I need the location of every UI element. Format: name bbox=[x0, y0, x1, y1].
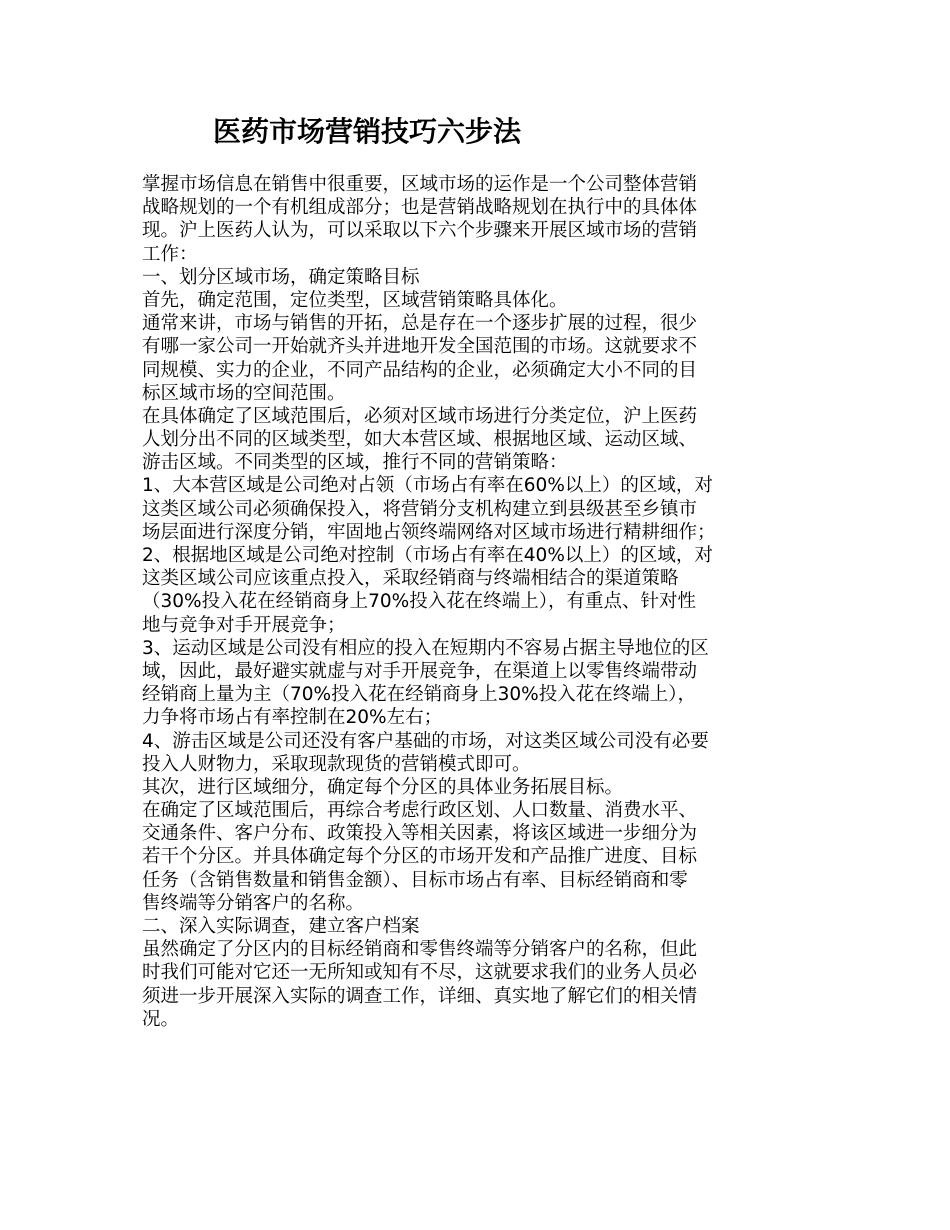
text-line: 通常来讲，市场与销售的开拓，总是存在一个逐步扩展的过程，很少 bbox=[142, 313, 698, 335]
text-line: 虽然确定了分区内的目标经销商和零售终端等分销客户的名称，但此 bbox=[142, 939, 698, 961]
text-line: 其次，进行区域细分，确定每个分区的具体业务拓展目标。 bbox=[142, 776, 624, 798]
text-line: 况。 bbox=[142, 1008, 180, 1030]
text-line: 首先，确定范围，定位类型，区域营销策略具体化。 bbox=[142, 289, 568, 311]
text-line: 投入人财物力，采取现款现货的营销模式即可。 bbox=[142, 753, 531, 775]
text-line: 标区域市场的空间范围。 bbox=[142, 382, 346, 404]
text-line: 若干个分区。并具体确定每个分区的市场开发和产品推广进度、目标 bbox=[142, 846, 698, 868]
text-line: 现。沪上医药人认为，可以采取以下六个步骤来开展区域市场的营销 bbox=[142, 220, 698, 242]
text-line: 售终端等分销客户的名称。 bbox=[142, 892, 365, 914]
text-line: 掌握市场信息在销售中很重要，区域市场的运作是一个公司整体营销 bbox=[142, 174, 698, 195]
text-line: 地与竞争对手开展竞争； bbox=[142, 614, 346, 636]
text-line: 有哪一家公司一开始就齐头并进地开发全国范围的市场。这就要求不 bbox=[142, 336, 698, 358]
text-line: 在具体确定了区域范围后，必须对区域市场进行分类定位，沪上医药 bbox=[142, 405, 698, 427]
document-body bbox=[142, 173, 812, 1031]
text-line: 1、大本营区域是公司绝对占领（市场占有率在60%以上）的区域，对 bbox=[142, 475, 713, 497]
text-line: 3、运动区域是公司没有相应的投入在短期内不容易占据主导地位的区 bbox=[142, 637, 709, 659]
text-line: 力争将市场占有率控制在20%左右； bbox=[142, 707, 443, 729]
text-line: 须进一步开展深入实际的调查工作，详细、真实地了解它们的相关情 bbox=[142, 985, 698, 1007]
text-line: 2、根据地区域是公司绝对控制（市场占有率在40%以上）的区域，对 bbox=[142, 545, 713, 566]
text-line: 这类区域公司应该重点投入，采取经销商与终端相结合的渠道策略 bbox=[142, 568, 679, 590]
text-line: 任务（含销售数量和销售金额）、目标市场占有率、目标经销商和零 bbox=[142, 869, 688, 891]
text-line: 战略规划的一个有机组成部分；也是营销战略规划在执行中的具体体 bbox=[142, 197, 698, 219]
text-line: 工作： bbox=[142, 243, 198, 265]
text-line: 在确定了区域范围后，再综合考虑行政区划、人口数量、消费水平、 bbox=[142, 800, 698, 822]
text-line: 一、划分区域市场，确定策略目标 bbox=[142, 266, 420, 288]
text-line: 经销商上量为主（70%投入花在经销商身上30%投入花在终端上）， bbox=[142, 684, 696, 706]
text-line: 游击区域。不同类型的区域，推行不同的营销策略： bbox=[142, 452, 568, 474]
document-title: 医药市场营销技巧六步法 bbox=[213, 115, 522, 148]
text-line: 交通条件、客户分布、政策投入等相关因素，将该区域进一步细分为 bbox=[142, 823, 698, 845]
text-line: 4、游击区域是公司还没有客户基础的市场，对这类区域公司没有必要 bbox=[142, 730, 709, 752]
text-line: 场层面进行深度分销，牢固地占领终端网络对区域市场进行精耕细作； bbox=[142, 521, 716, 543]
text-line: 同规模、实力的企业，不同产品结构的企业，必须确定大小不同的目 bbox=[142, 359, 698, 381]
text-line: 二、深入实际调查，建立客户档案 bbox=[142, 916, 420, 937]
text-line: 人划分出不同的区域类型，如大本营区域、根据地区域、运动区域、 bbox=[142, 429, 698, 451]
text-line: （30%投入花在经销商身上70%投入花在终端上），有重点、针对性 bbox=[142, 591, 696, 613]
text-line: 这类区域公司必须确保投入，将营销分支机构建立到县级甚至乡镇市 bbox=[142, 498, 698, 520]
text-line: 域，因此，最好避实就虚与对手开展竞争，在渠道上以零售终端带动 bbox=[142, 660, 698, 682]
text-line: 时我们可能对它还一无所知或知有不尽，这就要求我们的业务人员必 bbox=[142, 962, 698, 984]
